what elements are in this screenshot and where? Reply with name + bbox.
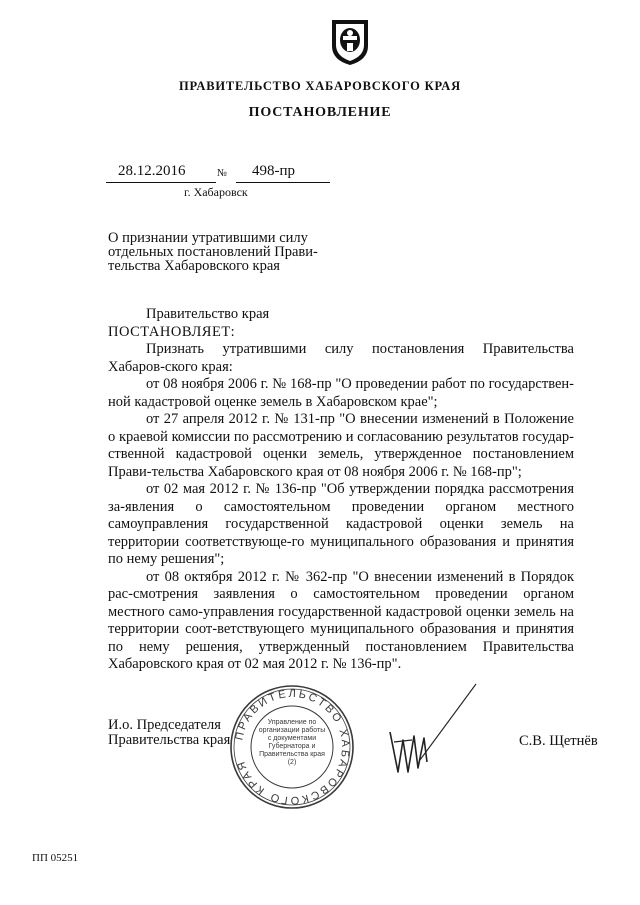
signatory-name: С.В. Щетнёв <box>519 733 598 749</box>
document-number: 498-пр <box>252 163 296 179</box>
subject-line: О признании утратившими силу <box>108 230 308 246</box>
body-item: от 02 мая 2012 г. № 136-пр "Об утверждении порядка рассмотрения за-явления о самостоятельном проведении органом местного самоуправления государственной кадастровой оценки земель на территории соответствующе-го муниципального образования и принятия по нему решения"; <box>108 481 574 567</box>
signatory-position <box>108 718 230 748</box>
stamp-ring-text: ПРАВИТЕЛЬСТВО ХАБАРОВСКОГО КРАЯ <box>233 687 352 807</box>
body-item: от 08 ноября 2006 г. № 168-пр "О проведении работ по государствен-ной кадастровой оценке земель в Хабаровском крае"; <box>108 376 574 410</box>
body-item: от 27 апреля 2012 г. № 131-пр "О внесении изменений в Положение о краевой комиссии по рассмотрению и согласованию результатов государ-ственной кадастровой оценки земель, утвержденное постановлением Прави-тельства Хабаровского края от 08 ноября 2006 г. № 168-пр"; <box>108 411 574 480</box>
document-body <box>108 306 574 674</box>
date-underline <box>106 182 216 183</box>
subject-line: отдельных постановлений Прави- <box>108 244 318 260</box>
stamp-center-text: Управление по организации работы с документами Губернатора и Правительства края (2) <box>258 719 326 766</box>
subject-line: тельства Хабаровского края <box>108 258 280 274</box>
document-date: 28.12.2016 <box>118 163 186 179</box>
document-subject <box>108 231 368 273</box>
body-intro: Правительство края <box>146 306 270 322</box>
government-name: ПРАВИТЕЛЬСТВО ХАБАРОВСКОГО КРАЯ <box>179 79 461 93</box>
document-type-title: ПОСТАНОВЛЕНИЕ <box>248 105 392 120</box>
body-paragraph-intro: Признать утратившими силу постановления Правительства Хабаров-ского края: <box>108 341 574 375</box>
signatory-position-line: Правительства края <box>108 732 231 748</box>
handwritten-signature <box>372 680 482 780</box>
signatory-position-line: И.о. Председателя <box>108 717 221 733</box>
document-id: ПП 05251 <box>32 852 79 864</box>
body-resolves: ПОСТАНОВЛЯЕТ: <box>108 323 236 340</box>
official-stamp <box>228 683 356 811</box>
body-item: от 08 октября 2012 г. № 362-пр "О внесении изменений в Порядок рас-смотрения заявления о самостоятельном проведении органом местного само-управления государственной кадастровой оценки земель на территории соот-ветствующего муниципального образования и принятия по нему решения, утвержденный постановлением Правительства Хабаровского края от 02 мая 2012 г. № 136-пр". <box>108 568 574 672</box>
document-city: г. Хабаровск <box>184 185 248 199</box>
number-sign: № <box>217 168 228 179</box>
number-underline <box>236 182 330 183</box>
khabarovsk-coat-of-arms-icon <box>328 16 372 66</box>
